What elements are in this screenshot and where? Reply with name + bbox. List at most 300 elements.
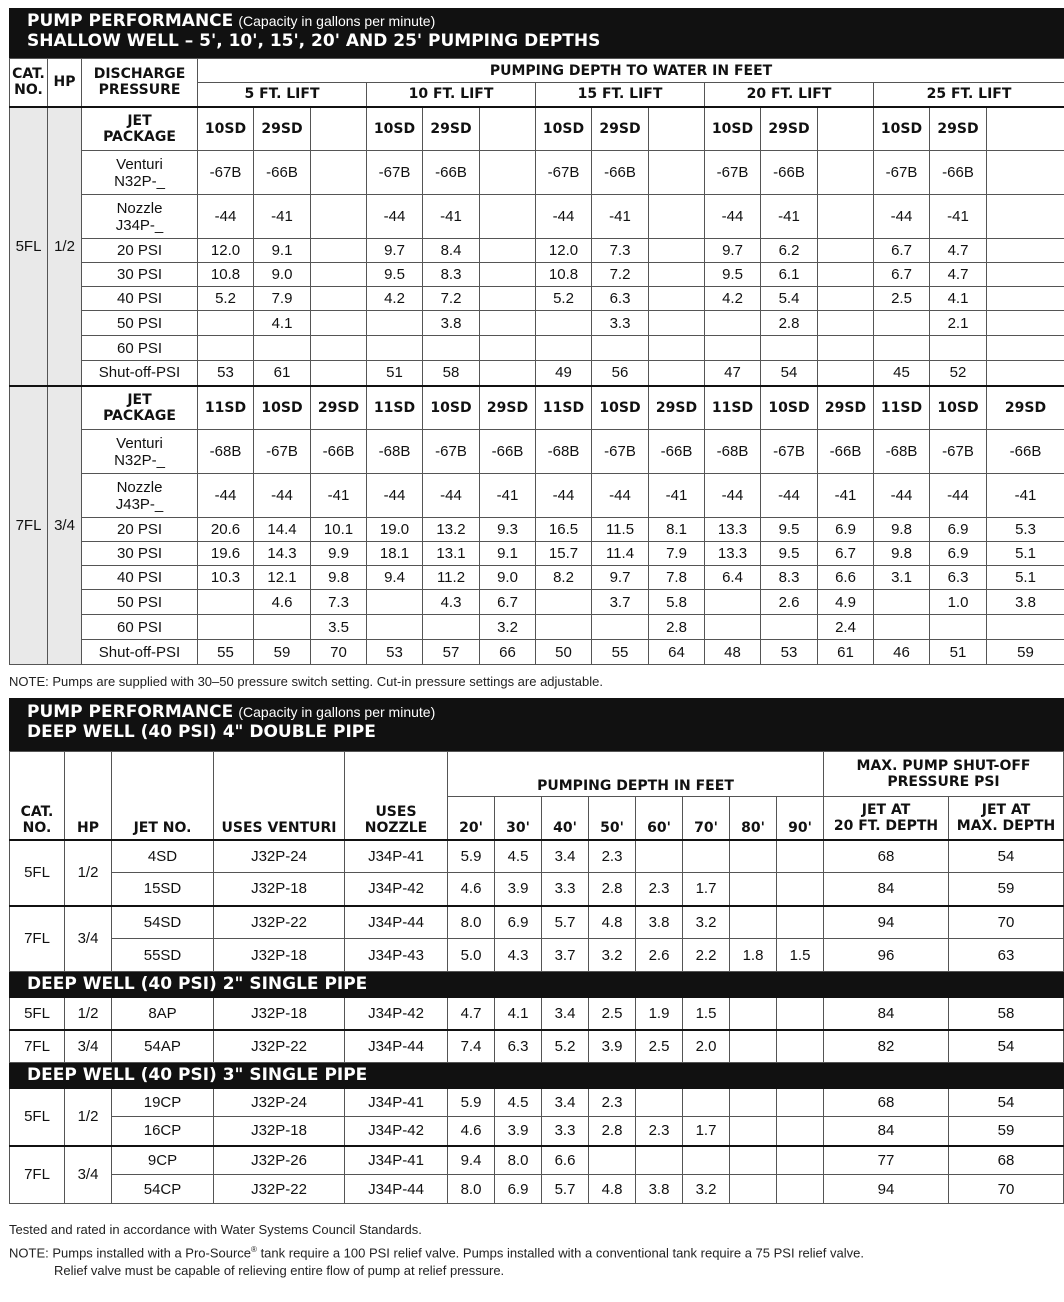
table-cell: 10SD	[874, 107, 930, 151]
jet-no: 15SD	[112, 873, 214, 906]
capacity-cell: 3.9	[495, 1117, 542, 1146]
table-cell: 9.7	[592, 566, 649, 590]
table-cell	[987, 195, 1064, 239]
row-label: Nozzle J43P-_	[82, 474, 198, 518]
venturi: J32P-26	[214, 1146, 345, 1175]
table-cell: -44	[198, 195, 254, 239]
table-cell: 9.4	[367, 566, 423, 590]
capacity-cell	[730, 1117, 777, 1146]
jet20-value: 94	[824, 906, 949, 939]
venturi: J32P-24	[214, 840, 345, 873]
table-cell: 7.9	[254, 287, 311, 311]
capacity-cell: 4.1	[495, 997, 542, 1030]
table-cell: 6.2	[761, 239, 818, 263]
table-cell: -44	[536, 195, 592, 239]
capacity-cell: 2.5	[589, 997, 636, 1030]
table-cell: 9.5	[761, 542, 818, 566]
table-cell	[818, 195, 874, 239]
table-cell: 5.4	[761, 287, 818, 311]
table-cell	[536, 590, 592, 615]
table-cell: -66B	[818, 430, 874, 474]
hp-header: HP	[48, 59, 82, 107]
table-cell: 3.2	[480, 615, 536, 640]
hp-value: 1/2	[65, 1088, 112, 1146]
table-cell: 4.2	[705, 287, 761, 311]
table-cell: 12.1	[254, 566, 311, 590]
table-cell: 20.6	[198, 518, 254, 542]
table-cell	[987, 287, 1064, 311]
capacity-cell	[777, 1088, 824, 1117]
table-cell: -66B	[480, 430, 536, 474]
table-cell: 9.0	[254, 263, 311, 287]
depth-col-header: 40'	[542, 797, 589, 840]
venturi: J32P-18	[214, 873, 345, 906]
table-cell: 13.2	[423, 518, 480, 542]
table-cell: -67B	[423, 430, 480, 474]
table-cell: 29SD	[818, 386, 874, 430]
table-cell: -41	[311, 474, 367, 518]
table-cell: -44	[367, 195, 423, 239]
relief-note	[9, 1245, 864, 1260]
jetmax-value: 59	[949, 1117, 1064, 1146]
table-cell: 19.6	[198, 542, 254, 566]
table-cell	[818, 151, 874, 195]
table-cell: 7.2	[423, 287, 480, 311]
capacity-cell: 4.3	[495, 939, 542, 972]
table-row	[10, 997, 1064, 1030]
capacity-cell	[730, 1175, 777, 1204]
hp-header: HP	[65, 752, 112, 840]
table-cell: 4.1	[930, 287, 987, 311]
table-cell: 10SD	[367, 107, 423, 151]
jet20-value: 94	[824, 1175, 949, 1204]
capacity-cell: 2.3	[589, 1088, 636, 1117]
jetmax-value: 58	[949, 997, 1064, 1030]
table-cell: 16.5	[536, 518, 592, 542]
table-cell: 11SD	[536, 386, 592, 430]
capacity-cell: 2.0	[683, 1030, 730, 1063]
cat-no: 7FL	[10, 906, 65, 972]
venturi: J32P-22	[214, 906, 345, 939]
capacity-cell	[777, 1175, 824, 1204]
table-cell	[987, 239, 1064, 263]
venturi: J32P-22	[214, 1030, 345, 1063]
table-cell: 8.2	[536, 566, 592, 590]
cat-no: 5FL	[10, 997, 65, 1030]
table-cell: 4.2	[367, 287, 423, 311]
table-cell: 6.4	[705, 566, 761, 590]
capacity-cell: 4.6	[448, 1117, 495, 1146]
deep-banner	[9, 698, 1064, 751]
table-cell	[705, 615, 761, 640]
capacity-cell: 3.9	[495, 873, 542, 906]
table-cell	[367, 615, 423, 640]
table-cell: 12.0	[198, 239, 254, 263]
table-cell	[198, 336, 254, 361]
capacity-cell	[730, 840, 777, 873]
venturi: J32P-24	[214, 1088, 345, 1117]
shallow-title: PUMP PERFORMANCE	[27, 11, 234, 31]
table-cell: 5.1	[987, 566, 1064, 590]
table-cell: -44	[874, 195, 930, 239]
table-cell: -44	[761, 474, 818, 518]
cat-header: CAT. NO.	[10, 59, 48, 107]
jetmax-value: 54	[949, 1088, 1064, 1117]
table-cell: 7.3	[311, 590, 367, 615]
table-row	[10, 615, 1064, 640]
table-cell: 5.2	[198, 287, 254, 311]
max-shutoff-header: MAX. PUMP SHUT-OFF PRESSURE PSI	[824, 752, 1064, 797]
table-row	[10, 386, 1064, 430]
table-cell: 29SD	[423, 107, 480, 151]
capacity-cell: 3.8	[636, 1175, 683, 1204]
table-cell: 53	[761, 640, 818, 665]
table-cell: -44	[592, 474, 649, 518]
table-cell: -41	[254, 195, 311, 239]
cat-no: 5FL	[10, 107, 48, 386]
table-row	[10, 1175, 1064, 1204]
table-cell: -67B	[761, 430, 818, 474]
table-cell: 10.1	[311, 518, 367, 542]
capacity-cell: 1.7	[683, 873, 730, 906]
table-cell: 54	[761, 361, 818, 386]
table-row	[10, 640, 1064, 665]
table-cell: -41	[480, 474, 536, 518]
table-cell: 4.7	[930, 263, 987, 287]
table-row	[10, 474, 1064, 518]
table-cell: 6.9	[930, 542, 987, 566]
table-cell	[367, 336, 423, 361]
table-cell: -67B	[705, 151, 761, 195]
table-row	[10, 1146, 1064, 1175]
venturi: J32P-18	[214, 997, 345, 1030]
jet20-value: 77	[824, 1146, 949, 1175]
table-cell	[592, 615, 649, 640]
table-cell: 6.7	[480, 590, 536, 615]
table-cell	[649, 336, 705, 361]
table-cell	[818, 361, 874, 386]
capacity-cell: 1.5	[777, 939, 824, 972]
table-cell: 50	[536, 640, 592, 665]
table-cell	[818, 336, 874, 361]
jet-no: 54SD	[112, 906, 214, 939]
table-cell	[480, 239, 536, 263]
capacity-cell: 1.5	[683, 997, 730, 1030]
jet20-value: 82	[824, 1030, 949, 1063]
capacity-cell	[730, 997, 777, 1030]
table-cell	[536, 311, 592, 336]
table-row	[10, 361, 1064, 386]
jetmax-value: 54	[949, 840, 1064, 873]
capacity-cell: 6.6	[542, 1146, 589, 1175]
capacity-cell	[777, 840, 824, 873]
table-cell: -66B	[592, 151, 649, 195]
table-cell: 57	[423, 640, 480, 665]
row-label: 40 PSI	[82, 566, 198, 590]
table-cell: 9.7	[705, 239, 761, 263]
table-cell: 29SD	[987, 386, 1064, 430]
table-cell: 7.8	[649, 566, 705, 590]
row-label: Shut-off-PSI	[82, 640, 198, 665]
capacity-cell: 3.2	[589, 939, 636, 972]
table-cell	[874, 311, 930, 336]
table-cell	[311, 361, 367, 386]
capacity-cell: 8.0	[495, 1146, 542, 1175]
capacity-cell: 8.0	[448, 1175, 495, 1204]
table-cell: 29SD	[254, 107, 311, 151]
table-cell: -66B	[423, 151, 480, 195]
table-cell: 9.8	[874, 518, 930, 542]
row-label: 40 PSI	[82, 287, 198, 311]
table-cell	[649, 287, 705, 311]
table-cell	[649, 151, 705, 195]
table-cell	[761, 615, 818, 640]
nozzle: J34P-41	[345, 840, 448, 873]
capacity-cell	[683, 1146, 730, 1175]
table-cell: 52	[930, 361, 987, 386]
table-cell: 7.9	[649, 542, 705, 566]
table-cell	[198, 615, 254, 640]
capacity-cell: 4.7	[448, 997, 495, 1030]
table-cell: -44	[254, 474, 311, 518]
table-cell: 6.3	[592, 287, 649, 311]
capacity-cell: 4.8	[589, 906, 636, 939]
row-label: Venturi N32P-_	[82, 430, 198, 474]
venturi: J32P-18	[214, 939, 345, 972]
table-row	[10, 430, 1064, 474]
venturi: J32P-22	[214, 1175, 345, 1204]
hp-value: 3/4	[65, 1030, 112, 1063]
lift-header: 15 FT. LIFT	[536, 83, 705, 107]
table-cell: 11SD	[198, 386, 254, 430]
lift-header: 5 FT. LIFT	[198, 83, 367, 107]
jet-no: 4SD	[112, 840, 214, 873]
capacity-cell: 3.2	[683, 906, 730, 939]
jetmax-value: 70	[949, 906, 1064, 939]
table-cell	[480, 287, 536, 311]
table-cell	[198, 590, 254, 615]
table-cell	[480, 107, 536, 151]
capacity-cell: 3.7	[542, 939, 589, 972]
table-cell	[649, 107, 705, 151]
table-cell: 10SD	[423, 386, 480, 430]
depth-header: PUMPING DEPTH TO WATER IN FEET	[198, 59, 1064, 83]
table-cell: 53	[198, 361, 254, 386]
relief-note-b: tank require a 100 PSI relief valve. Pumps installed with a conventional tank require a 75 PSI relief valve.	[256, 1245, 864, 1261]
table-cell: -68B	[367, 430, 423, 474]
row-label: JET PACKAGE	[82, 107, 198, 151]
jetmax-header: JET AT MAX. DEPTH	[949, 797, 1064, 840]
table-cell: 59	[254, 640, 311, 665]
table-cell: -41	[818, 474, 874, 518]
table-cell: 9.5	[367, 263, 423, 287]
capacity-cell: 2.8	[589, 1117, 636, 1146]
shallow-title2: SHALLOW WELL – 5', 10', 15', 20' AND 25' PUMPING DEPTHS	[27, 31, 601, 51]
table-cell: 45	[874, 361, 930, 386]
capacity-cell	[636, 840, 683, 873]
table-cell: 2.8	[761, 311, 818, 336]
shallow-banner	[9, 8, 1064, 58]
table-cell	[480, 195, 536, 239]
table-cell: 6.3	[930, 566, 987, 590]
table-cell: 11SD	[367, 386, 423, 430]
table-cell: 2.1	[930, 311, 987, 336]
table-cell: 12.0	[536, 239, 592, 263]
depth-col-header: 20'	[448, 797, 495, 840]
lift-header: 25 FT. LIFT	[874, 83, 1064, 107]
table-cell: 9.9	[311, 542, 367, 566]
hp-value: 3/4	[48, 386, 82, 665]
deep-subtitle: (Capacity in gallons per minute)	[238, 704, 436, 720]
capacity-cell: 1.8	[730, 939, 777, 972]
table-cell: -67B	[254, 430, 311, 474]
table-cell: 5.1	[987, 542, 1064, 566]
table-cell	[818, 107, 874, 151]
table-cell: 48	[705, 640, 761, 665]
table-cell	[367, 311, 423, 336]
capacity-cell: 3.2	[683, 1175, 730, 1204]
table-cell: -68B	[705, 430, 761, 474]
table-row	[10, 1088, 1064, 1117]
table-cell: 11.5	[592, 518, 649, 542]
lift-header: 10 FT. LIFT	[367, 83, 536, 107]
table-row	[10, 590, 1064, 615]
venturi-header: USES VENTURI	[214, 752, 345, 840]
table-cell: 3.1	[874, 566, 930, 590]
table-cell: 3.8	[987, 590, 1064, 615]
table-cell: 10SD	[705, 107, 761, 151]
capacity-cell	[777, 1117, 824, 1146]
depth-col-header: 80'	[730, 797, 777, 840]
table-cell: 2.4	[818, 615, 874, 640]
nozzle: J34P-44	[345, 1175, 448, 1204]
nozzle: J34P-44	[345, 1030, 448, 1063]
table-cell: 61	[254, 361, 311, 386]
table-cell	[536, 615, 592, 640]
capacity-cell: 5.7	[542, 906, 589, 939]
table-cell: 10SD	[930, 386, 987, 430]
capacity-cell	[777, 997, 824, 1030]
section-banner: DEEP WELL (40 PSI) 2" SINGLE PIPE	[10, 972, 1064, 997]
capacity-cell: 4.6	[448, 873, 495, 906]
row-label: 30 PSI	[82, 542, 198, 566]
table-cell: 6.9	[818, 518, 874, 542]
relief-note-a: NOTE: Pumps installed with a Pro-Source	[9, 1245, 252, 1261]
depth-col-header: 50'	[589, 797, 636, 840]
cat-no: 7FL	[10, 1146, 65, 1204]
capacity-cell: 3.3	[542, 873, 589, 906]
table-cell	[705, 590, 761, 615]
table-cell: 64	[649, 640, 705, 665]
row-label: 50 PSI	[82, 311, 198, 336]
depth-col-header: 90'	[777, 797, 824, 840]
capacity-cell	[777, 873, 824, 906]
cat-no: 5FL	[10, 1088, 65, 1146]
table-cell	[818, 287, 874, 311]
jetmax-value: 59	[949, 873, 1064, 906]
table-cell: 5.8	[649, 590, 705, 615]
table-cell: 47	[705, 361, 761, 386]
table-cell	[311, 151, 367, 195]
capacity-cell	[777, 1146, 824, 1175]
depth-header: PUMPING DEPTH IN FEET	[448, 752, 824, 797]
capacity-cell: 8.0	[448, 906, 495, 939]
table-cell: 29SD	[930, 107, 987, 151]
table-cell: 3.8	[423, 311, 480, 336]
capacity-cell: 2.2	[683, 939, 730, 972]
table-row	[10, 195, 1064, 239]
table-row	[10, 906, 1064, 939]
table-cell: -44	[705, 195, 761, 239]
table-cell: 11.2	[423, 566, 480, 590]
cat-no: 7FL	[10, 1030, 65, 1063]
table-cell: 61	[818, 640, 874, 665]
table-cell	[818, 311, 874, 336]
jet-no: 8AP	[112, 997, 214, 1030]
jet20-value: 84	[824, 873, 949, 906]
table-cell: 29SD	[480, 386, 536, 430]
capacity-cell: 3.4	[542, 997, 589, 1030]
table-cell: 2.8	[649, 615, 705, 640]
table-cell: 6.6	[818, 566, 874, 590]
table-cell: 9.1	[254, 239, 311, 263]
table-cell: 9.5	[705, 263, 761, 287]
table-cell: 15.7	[536, 542, 592, 566]
nozzle-header: USES NOZZLE	[345, 752, 448, 840]
shallow-subtitle: (Capacity in gallons per minute)	[238, 13, 436, 29]
depth-col-header: 60'	[636, 797, 683, 840]
jet20-value: 96	[824, 939, 949, 972]
table-row	[10, 107, 1064, 151]
nozzle: J34P-44	[345, 906, 448, 939]
capacity-cell	[636, 1146, 683, 1175]
table-cell	[987, 336, 1064, 361]
nozzle: J34P-41	[345, 1088, 448, 1117]
table-cell	[311, 239, 367, 263]
section-banner: DEEP WELL (40 PSI) 3" SINGLE PIPE	[10, 1063, 1064, 1088]
jet-header: JET NO.	[112, 752, 214, 840]
capacity-cell: 2.3	[636, 1117, 683, 1146]
capacity-cell: 9.4	[448, 1146, 495, 1175]
row-label: Nozzle J34P-_	[82, 195, 198, 239]
table-cell: 9.8	[874, 542, 930, 566]
capacity-cell: 6.9	[495, 906, 542, 939]
table-cell: 4.6	[254, 590, 311, 615]
table-cell: 9.0	[480, 566, 536, 590]
table-cell: -66B	[254, 151, 311, 195]
table-row	[10, 287, 1064, 311]
table-cell: 4.7	[930, 239, 987, 263]
capacity-cell	[777, 906, 824, 939]
table-row	[10, 336, 1064, 361]
table-cell	[930, 615, 987, 640]
capacity-cell: 3.8	[636, 906, 683, 939]
table-cell: -68B	[198, 430, 254, 474]
capacity-cell: 1.9	[636, 997, 683, 1030]
table-cell: -68B	[874, 430, 930, 474]
table-cell	[536, 336, 592, 361]
jet-no: 9CP	[112, 1146, 214, 1175]
table-cell	[987, 263, 1064, 287]
table-cell: 10SD	[254, 386, 311, 430]
deep-table	[9, 751, 1064, 1204]
table-cell: -67B	[592, 430, 649, 474]
table-cell: 11.4	[592, 542, 649, 566]
capacity-cell	[730, 1030, 777, 1063]
capacity-cell: 3.9	[589, 1030, 636, 1063]
capacity-cell: 3.4	[542, 1088, 589, 1117]
table-cell	[311, 287, 367, 311]
